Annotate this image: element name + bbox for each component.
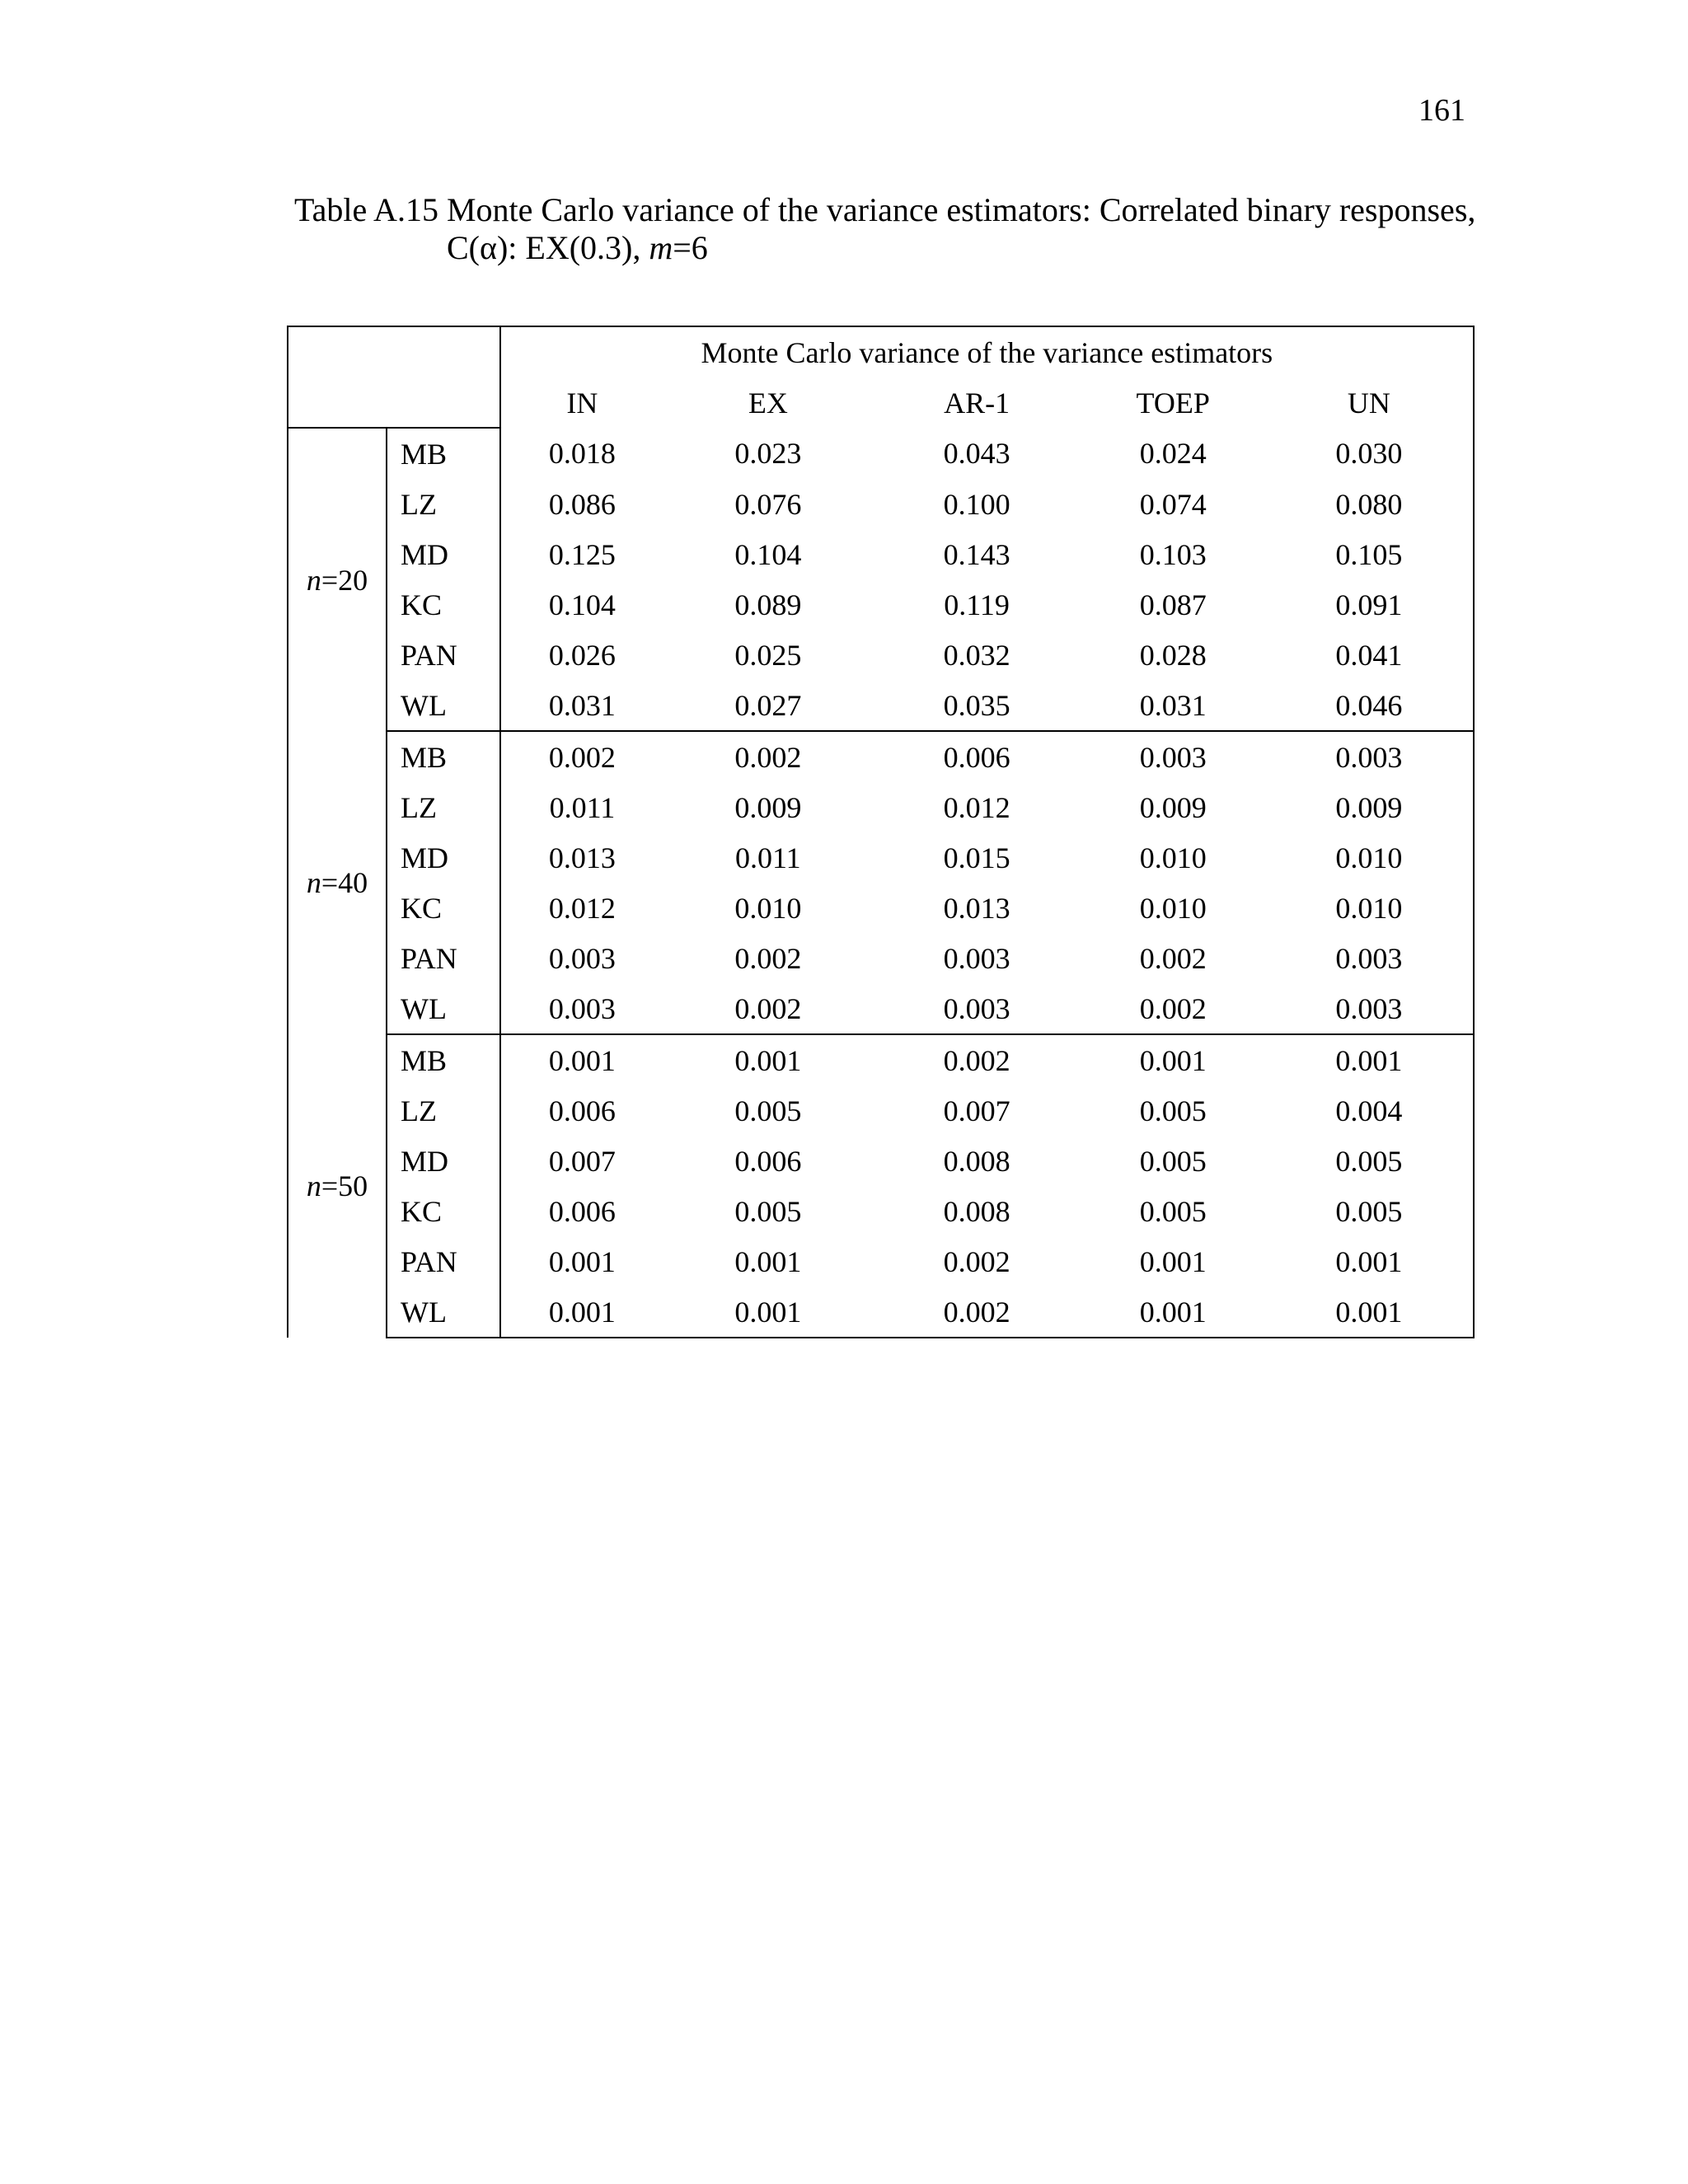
cell-in: 0.026 (548, 638, 616, 672)
cell-un: 0.004 (1265, 1085, 1474, 1136)
cell-toep: 0.024 (1139, 437, 1207, 470)
table-caption (294, 191, 1481, 267)
estimator-label: MD (387, 529, 500, 579)
cell-in: 0.006 (548, 1194, 616, 1228)
caption-line-2-suffix: =6 (673, 229, 708, 266)
caption-line-1: Table A.15 Monte Carlo variance of the variance estimators: Correlated binary responses, (294, 191, 1476, 228)
estimator-label: MD (387, 832, 500, 883)
variance-table (287, 326, 1475, 1338)
cell-in: 0.018 (548, 437, 616, 470)
cell-un: 0.091 (1265, 579, 1474, 630)
cell-ex: 0.025 (734, 638, 802, 672)
n-value: =50 (321, 1169, 368, 1202)
group-label-n (288, 731, 387, 1034)
estimator-label: MB (387, 428, 500, 479)
estimator-label: WL (387, 1286, 500, 1338)
table-row (288, 883, 1474, 933)
group-label-n (288, 1034, 387, 1338)
cell-un: 0.080 (1265, 479, 1474, 529)
cell-un: 0.010 (1265, 883, 1474, 933)
cell-ar-1: 0.003 (872, 983, 1081, 1034)
cell-ar-1: 0.100 (943, 487, 1010, 521)
cell-ex: 0.002 (734, 941, 802, 975)
estimator-label: LZ (387, 479, 500, 529)
cell-ar-1: 0.043 (943, 437, 1010, 470)
cell-ar-1: 0.032 (943, 638, 1010, 672)
cell-ar-1: 0.006 (943, 740, 1010, 774)
cell-ar-1: 0.119 (944, 588, 1010, 621)
estimator-label: LZ (387, 782, 500, 832)
cell-in: 0.007 (548, 1144, 616, 1178)
cell-ar-1: 0.007 (943, 1094, 1010, 1127)
cell-ex: 0.009 (734, 790, 802, 824)
cell-un: 0.010 (1265, 832, 1474, 883)
cell-un: 0.041 (1265, 630, 1474, 680)
table-row (288, 731, 1474, 782)
cell-in: 0.104 (548, 588, 616, 621)
table-row (288, 579, 1474, 630)
estimator-label: KC (387, 579, 500, 630)
cell-toep: 0.002 (1139, 941, 1207, 975)
table-row (288, 479, 1474, 529)
cell-un: 0.009 (1265, 782, 1474, 832)
cell-in: 0.006 (548, 1094, 616, 1127)
estimator-label: LZ (387, 1085, 500, 1136)
group-label-n (288, 428, 387, 731)
page-number: 161 (1418, 93, 1465, 128)
estimator-label: WL (387, 983, 500, 1034)
cell-ex: 0.023 (734, 437, 802, 470)
estimator-label: KC (387, 1186, 500, 1236)
n-variable: n (306, 563, 321, 597)
cell-toep: 0.005 (1139, 1144, 1207, 1178)
estimator-label: MB (387, 731, 500, 782)
column-header-ar-1: AR-1 (944, 386, 1010, 419)
estimator-label: WL (387, 680, 500, 731)
column-header-ex: EX (748, 386, 788, 419)
estimator-label: KC (387, 883, 500, 933)
table-row (288, 1136, 1474, 1186)
cell-un: 0.001 (1265, 1236, 1474, 1286)
n-value: =20 (321, 563, 368, 597)
cell-in: 0.001 (548, 1244, 616, 1278)
table-row (288, 428, 1474, 479)
cell-toep: 0.010 (1139, 891, 1207, 925)
header-row-span (288, 326, 1474, 377)
cell-toep: 0.010 (1139, 841, 1207, 874)
estimator-label: MD (387, 1136, 500, 1186)
cell-ar-1: 0.015 (943, 841, 1010, 874)
table-row (288, 933, 1474, 983)
n-variable: n (306, 1169, 321, 1202)
cell-un: 0.003 (1265, 731, 1474, 782)
estimator-label: PAN (387, 933, 500, 983)
cell-in: 0.001 (500, 1286, 664, 1338)
cell-in: 0.012 (548, 891, 616, 925)
cell-un: 0.046 (1265, 680, 1474, 731)
estimator-label: PAN (387, 1236, 500, 1286)
table-row (288, 1034, 1474, 1085)
cell-toep: 0.001 (1139, 1244, 1207, 1278)
cell-un: 0.001 (1265, 1286, 1474, 1338)
cell-un: 0.001 (1265, 1034, 1474, 1085)
cell-toep: 0.074 (1139, 487, 1207, 521)
cell-ex: 0.027 (663, 680, 872, 731)
cell-in: 0.031 (500, 680, 664, 731)
cell-un: 0.005 (1265, 1186, 1474, 1236)
cell-ex: 0.001 (663, 1286, 872, 1338)
column-header-toep: TOEP (1136, 386, 1210, 419)
cell-toep: 0.087 (1139, 588, 1207, 621)
estimator-label: MB (387, 1034, 500, 1085)
cell-ar-1: 0.035 (872, 680, 1081, 731)
estimator-label: PAN (387, 630, 500, 680)
cell-un: 0.003 (1265, 983, 1474, 1034)
cell-toep: 0.001 (1139, 1043, 1207, 1077)
table-row (288, 782, 1474, 832)
n-variable: n (306, 866, 321, 899)
table-row (288, 832, 1474, 883)
cell-in: 0.011 (549, 790, 616, 824)
column-header-in: IN (566, 386, 598, 419)
table-row (288, 630, 1474, 680)
header-blank-cell (288, 326, 500, 428)
caption-m-variable: m (649, 229, 673, 266)
column-header-un: UN (1265, 377, 1474, 428)
cell-in: 0.001 (548, 1043, 616, 1077)
table-row (288, 1236, 1474, 1286)
cell-un: 0.003 (1265, 933, 1474, 983)
cell-ex: 0.089 (734, 588, 802, 621)
table-row (288, 983, 1474, 1034)
cell-un: 0.030 (1265, 428, 1474, 479)
cell-toep: 0.031 (1081, 680, 1265, 731)
cell-un: 0.005 (1265, 1136, 1474, 1186)
cell-ex: 0.011 (735, 841, 801, 874)
cell-toep: 0.005 (1139, 1094, 1207, 1127)
cell-toep: 0.001 (1081, 1286, 1265, 1338)
cell-ar-1: 0.013 (943, 891, 1010, 925)
cell-ex: 0.005 (734, 1194, 802, 1228)
cell-toep: 0.028 (1139, 638, 1207, 672)
cell-toep: 0.009 (1139, 790, 1207, 824)
table-row (288, 529, 1474, 579)
cell-ex: 0.104 (734, 537, 802, 571)
cell-ar-1: 0.003 (943, 941, 1010, 975)
cell-in: 0.013 (548, 841, 616, 874)
cell-ex: 0.002 (663, 983, 872, 1034)
caption-line-2-prefix: C(α): EX(0.3), (447, 229, 649, 266)
n-value: =40 (321, 866, 368, 899)
table-row (288, 1286, 1474, 1338)
spanning-header: Monte Carlo variance of the variance estimators (500, 326, 1474, 377)
table-row (288, 1186, 1474, 1236)
cell-toep: 0.005 (1139, 1194, 1207, 1228)
cell-ar-1: 0.002 (943, 1043, 1010, 1077)
cell-in: 0.003 (500, 983, 664, 1034)
cell-ex: 0.076 (734, 487, 802, 521)
cell-ar-1: 0.008 (943, 1194, 1010, 1228)
cell-un: 0.105 (1265, 529, 1474, 579)
caption-line-2 (294, 229, 1481, 267)
cell-ar-1: 0.012 (943, 790, 1010, 824)
cell-ex: 0.002 (734, 740, 802, 774)
cell-ex: 0.001 (734, 1244, 802, 1278)
cell-ex: 0.005 (734, 1094, 802, 1127)
cell-ex: 0.001 (734, 1043, 802, 1077)
cell-ar-1: 0.143 (943, 537, 1010, 571)
cell-toep: 0.002 (1081, 983, 1265, 1034)
table-row (288, 680, 1474, 731)
cell-ex: 0.010 (734, 891, 802, 925)
table-body (288, 428, 1474, 1338)
cell-toep: 0.103 (1139, 537, 1207, 571)
cell-toep: 0.003 (1139, 740, 1207, 774)
cell-in: 0.002 (548, 740, 616, 774)
cell-ar-1: 0.002 (872, 1286, 1081, 1338)
cell-in: 0.003 (548, 941, 616, 975)
cell-ar-1: 0.008 (943, 1144, 1010, 1178)
table-row (288, 1085, 1474, 1136)
cell-ex: 0.006 (734, 1144, 802, 1178)
cell-in: 0.125 (548, 537, 616, 571)
cell-in: 0.086 (548, 487, 616, 521)
cell-ar-1: 0.002 (943, 1244, 1010, 1278)
